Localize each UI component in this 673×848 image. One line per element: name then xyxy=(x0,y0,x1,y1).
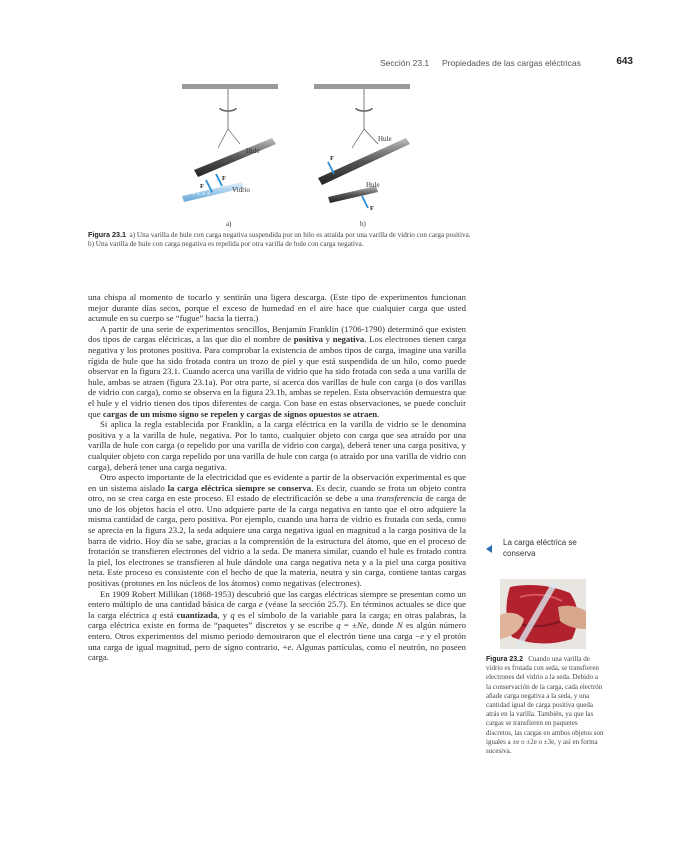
paragraph xyxy=(88,472,466,589)
italic-term: q xyxy=(230,609,235,620)
ceiling-a xyxy=(182,84,278,89)
text-run: A partir de una serie de experimentos sencillos, Benjamín Franklin (1706-1790) determinó que existen dos tipos de cargas eléctricas, a las que dio el nombre de xyxy=(88,323,466,345)
text-run: En 1909 Robert Millikan (1868-1953) descubrió que las cargas eléctricas siempre se presentan como un entero múltiplo de una cantidad básica de carga xyxy=(88,588,466,610)
text-run: y el protón una carga de igual magnitud, pero de signo contrario, + xyxy=(88,631,466,652)
text-run: una chispa al momento de tocarlo y sentirán una ligera descarga. (Este tipo de experimentos funcionan mejor durante días secos, porque el exceso de humedad en el aire hace que cualquier carga que usted acumule en su cuerpo se “fugue” hacia la tierra.) xyxy=(88,292,466,324)
label-hule-b1: Hule xyxy=(378,135,392,143)
figure-caption-23-2 xyxy=(486,655,604,756)
paragraph xyxy=(88,292,466,324)
margin-note-text: La carga eléctrica se conserva xyxy=(503,538,577,558)
label-force-b1: F xyxy=(330,155,334,162)
bold-term: cuantizada xyxy=(176,609,218,620)
label-vidrio: Vidrio xyxy=(232,186,250,194)
figure-caption-label: Figura 23.1 xyxy=(88,230,126,239)
text-run: , y xyxy=(217,609,231,620)
italic-term: e xyxy=(420,631,425,641)
body-text xyxy=(88,292,466,663)
bold-term: la carga eléctrica siempre se conserva xyxy=(167,482,312,493)
italic-term: N xyxy=(396,620,403,631)
text-run: (véase la sección 25.7). En términos actuales se dice que la carga eléctrica xyxy=(88,599,466,620)
page-number: 643 xyxy=(616,56,633,67)
label-force-a1: F xyxy=(200,183,204,190)
italic-term: Ne xyxy=(356,620,367,631)
figure-23-2-text: Cuando una varilla de vidrio es frotada con seda, se transfieren electrones del vidrio a la seda. Debido a la conservación de la carga, cada electrón añade carga negativa a la seda, y una cantidad igual de carga positiva queda atrás en la varilla. También, ya que las cargas se transfieren en paquetes discretos, las cargas en ambos objetos son iguales a ±e o ±2e o ±3e, y así en forma sucesiva. xyxy=(486,655,604,756)
figure-23-1 xyxy=(180,84,460,229)
text-run: . Algunas partículas, como el neutrón, no poseen carga. xyxy=(88,641,466,663)
running-header xyxy=(380,56,633,70)
text-run: Si aplica la regla establecida por Franklin, a la carga eléctrica en la varilla de vidrio se le denomina positiva y a la varilla de hule, negativa. Por lo tanto, cualquier objeto con carga que sea atraído por una varilla de hule con carga (o repelido por una varilla de vidrio con carga), deberá tener una carga positiva, y cualquier objeto con carga repelido por una varilla de hule con carga (o atraído por una varilla de vidrio con carga), deberá tener una carga negativa. xyxy=(88,419,466,472)
text-run: . Los electrones tienen carga negativa y los protones positiva. Para comprobar la existencia de ambos tipos de carga, imagine una varilla rígida de hule que ha sido frotada contra un trozo de piel y que está suspendida de un hilo, como puede observar en la figura 23.1. Cuando acerca una varilla de vidrio que ha sido frotada con seda a una varilla de hule, ambas se atraen (figura 23.1a). Por otra parte, si acerca dos varillas de hule con carga (o dos varillas de vidrio con carga), como se observa en la figura 23.1b, ambas se repelen. Esta observación demuestra que el hule y el vidrio tienen dos tipos diferentes de carga. Con base en estas observaciones, se puede concluir que xyxy=(88,334,466,419)
label-hule-a: Hule xyxy=(246,147,260,155)
figure-caption-text: a) Una varilla de hule con carga negativa suspendida por un hilo es atraída por una varilla de vidrio con carga positiva. b) Una varilla de hule con carga negativa es repelida por otra varilla de hule con carga negativa. xyxy=(88,231,471,249)
text-run: . Es decir, cuando se frota un objeto contra otro, no se crea carga en este proceso. El estado de electrificación se debe a una xyxy=(88,482,466,504)
panel-label-a: a) xyxy=(226,220,232,228)
force-arrow-b2 xyxy=(362,196,368,208)
paragraph xyxy=(88,324,466,419)
paragraph xyxy=(88,419,466,472)
rubber-rod-a xyxy=(194,138,276,177)
section-title: Propiedades de las cargas eléctricas xyxy=(442,58,581,68)
label-force-a2: F xyxy=(222,175,226,182)
figure-caption-23-1 xyxy=(88,230,473,250)
paragraph xyxy=(88,589,466,663)
margin-arrow-icon xyxy=(486,545,492,553)
italic-term: transferencia xyxy=(376,493,423,504)
label-force-b2: F xyxy=(370,205,374,212)
italic-term: e xyxy=(287,641,292,652)
text-run: está xyxy=(156,609,177,620)
text-run: de carga de uno de los objetos hacia el otro. Uno adquiere parte de la carga negativa en tanto que el otro adquiere la misma cantidad de carga, pero positiva. Por ejemplo, cuando una barra de vidrio es frotada con seda, como se aprecia en la figura 23.2, la seda adquiere una carga negativa igual en magnitud a la carga positiva de la barra de vidrio. Hoy día se sabe, gracias a la comprensión de la estructura del átomo, que en el proceso de frotación se transfieren electrones del vidrio a la seda. De manera similar, cuando el hule es frotado contra la piel, los electrones se transfieren al hule dándole una carga negativa neta y a la piel una carga positiva neta. Este proceso es consistente con el hecho de que la materia, neutra y sin carga, contiene tantas cargas positivas (protones en los núcleos de los átomos) como negativas (electrones). xyxy=(88,493,466,589)
label-hule-b2: Hule xyxy=(366,181,380,189)
bold-term: negativa xyxy=(332,334,365,345)
text-run: . xyxy=(377,408,380,419)
photo-glass-rod-silk xyxy=(500,579,586,649)
bold-term: positiva xyxy=(293,334,323,345)
text-run: es el símbolo de la variable para la carga; en otras palabras, la carga eléctrica existe en forma de “paquetes” discretos y se escribe xyxy=(88,609,466,631)
text-run: = ± xyxy=(340,620,357,631)
panel-label-b: b) xyxy=(360,220,366,228)
text-run: y xyxy=(322,334,333,345)
text-run: , donde xyxy=(366,620,397,631)
section-number: Sección 23.1 xyxy=(380,58,430,68)
svg-text:+ + + +: + + + + xyxy=(192,192,211,198)
italic-term: q xyxy=(152,609,157,620)
ceiling-b xyxy=(314,84,410,89)
figure-23-2-label: Figura 23.2 xyxy=(486,656,523,663)
text-run: Otro aspecto importante de la electricidad que es evidente a partir de la observación experimental es que en un sistema aislado xyxy=(88,472,466,493)
text-run: es algún número entero. Otros experimentos del mismo periodo demostraron que el electrón tiene una carga − xyxy=(88,620,466,641)
italic-term: e xyxy=(258,599,263,610)
bold-term: cargas de un mismo signo se repelen y cargas de signos opuestos se atraen xyxy=(102,408,378,419)
italic-term: q xyxy=(336,620,341,631)
